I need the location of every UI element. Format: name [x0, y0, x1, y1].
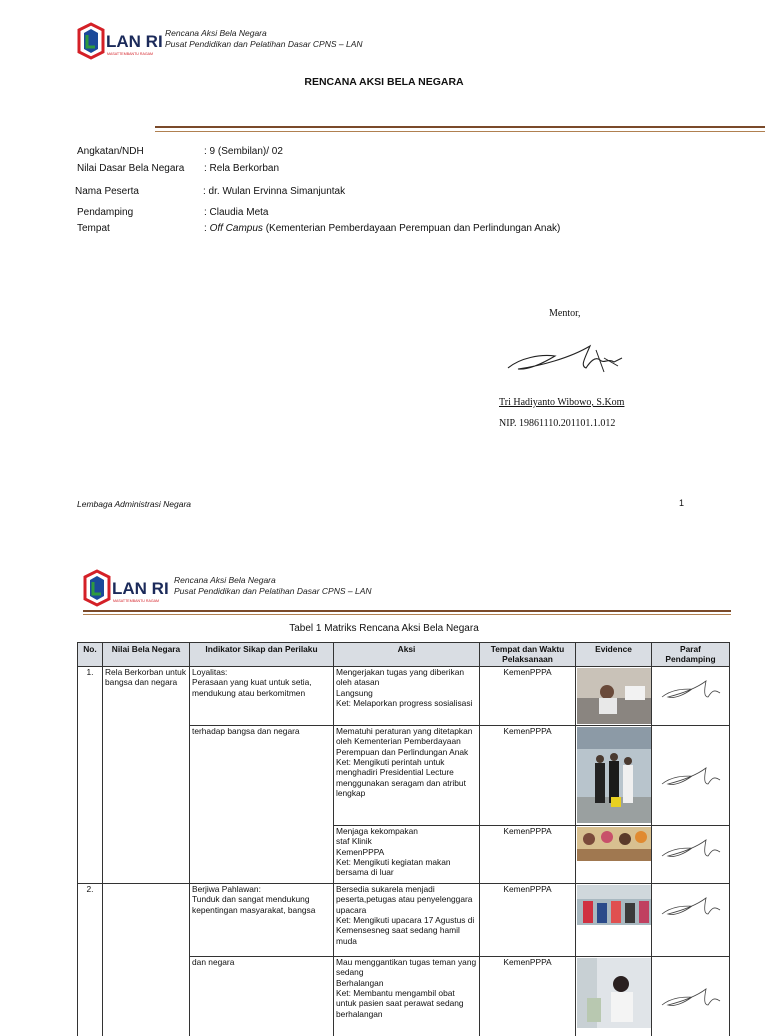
- info-label-nama: Nama Peserta: [75, 186, 139, 197]
- cell-no: [78, 956, 103, 1036]
- table-row: [78, 825, 730, 883]
- header-line1: Rencana Aksi Bela Negara: [165, 28, 267, 38]
- mentor-heading: Mentor,: [549, 308, 581, 319]
- action-matrix-table: [77, 642, 730, 1036]
- info-label-tempat: Tempat: [77, 223, 110, 234]
- paraf-signature-icon: [654, 826, 724, 866]
- cell-indikator: Loyalitas: Perasaan yang kuat untuk setia, mendukung atau berkomitmen: [190, 666, 334, 725]
- cell-indikator: dan negara: [190, 956, 334, 1036]
- info-value-angkatan: : 9 (Sembilan)/ 02: [204, 146, 283, 157]
- cell-tempat: KemenPPPA: [480, 825, 576, 883]
- cell-aksi: Bersedia sukarela menjadi peserta,petugas atau penyelenggara upacara Ket: Mengikuti upacara 17 Agustus di Kemensesneg saat sedang hamil muda: [334, 883, 480, 956]
- cell-nilai: [103, 725, 190, 825]
- logo-text-page2: LAN RI: [112, 579, 169, 598]
- info-value-nama: : dr. Wulan Ervinna Simanjuntak: [203, 186, 346, 197]
- table-row: [78, 956, 730, 1036]
- evidence-photo: [576, 666, 652, 725]
- mentor-name: Tri Hadiyanto Wibowo, S.Kom: [499, 397, 625, 408]
- footer-org: Lembaga Administrasi Negara: [77, 499, 192, 509]
- evidence-photo-image: [577, 827, 651, 861]
- header-text-page2: [174, 575, 372, 597]
- logo-subtext: MASATTEMBANTU RAGAM: [107, 52, 154, 56]
- info-label-nilai: Nilai Dasar Bela Negara: [77, 163, 185, 174]
- cell-tempat: KemenPPPA: [480, 956, 576, 1036]
- cell-no: [78, 825, 103, 883]
- cell-nilai: Rela Berkorban untuk bangsa dan negara: [103, 666, 190, 725]
- paraf-cell: [652, 666, 730, 725]
- logo-subtext-page2: MASATTEMBANTU RAGAM: [113, 599, 160, 603]
- info-value-pendamping: : Claudia Meta: [204, 207, 269, 218]
- divider-rule: [155, 126, 765, 128]
- col-evidence: Evidence: [576, 643, 652, 667]
- cell-aksi: Mengerjakan tugas yang diberikan oleh atasan Langsung Ket: Melaporkan progress sosialisasi: [334, 666, 480, 725]
- paraf-cell: [652, 825, 730, 883]
- header-line2: Pusat Pendidikan dan Pelatihan Dasar CPNS – LAN: [165, 39, 363, 49]
- evidence-photo-image: [577, 668, 651, 724]
- mentor-nip: NIP. 19861110.201101.1.012: [499, 418, 616, 429]
- cell-no: 1.: [78, 666, 103, 725]
- table-header-row: [78, 643, 730, 667]
- logo-text: LAN RI: [106, 32, 163, 51]
- info-label-angkatan: Angkatan/NDH: [77, 146, 144, 157]
- paraf-signature-icon: [654, 975, 724, 1015]
- cell-tempat: KemenPPPA: [480, 666, 576, 725]
- paraf-signature-icon: [654, 754, 724, 794]
- header-text: [165, 28, 363, 50]
- tempat-italic: Off Campus: [209, 223, 263, 234]
- cell-aksi: Mematuhi peraturan yang ditetapkan oleh Kementerian Pemberdayaan Perempuan dan Perlindungan Anak Ket: Mengikuti perintah untuk menghadiri Presidential Lecture menggunakan seragam dan atribut lengkap: [334, 725, 480, 825]
- tempat-prefix: :: [204, 223, 210, 234]
- evidence-photo: [576, 725, 652, 825]
- cell-no: 2.: [78, 883, 103, 956]
- col-nilai: Nilai Bela Negara: [103, 643, 190, 667]
- cell-no: [78, 725, 103, 825]
- info-value-nilai: : Rela Berkorban: [204, 163, 280, 174]
- table-row: [78, 883, 730, 956]
- evidence-photo-image: [577, 958, 651, 1028]
- cell-tempat: KemenPPPA: [480, 883, 576, 956]
- cell-nilai: [103, 883, 190, 956]
- cell-tempat: KemenPPPA: [480, 725, 576, 825]
- cell-indikator: terhadap bangsa dan negara: [190, 725, 334, 825]
- evidence-photo-image: [577, 727, 651, 823]
- info-value-tempat: [204, 223, 560, 234]
- evidence-photo: [576, 956, 652, 1036]
- cell-indikator: Berjiwa Pahlawan: Tunduk dan sangat mendukung kepentingan masyarakat, bangsa: [190, 883, 334, 956]
- table-caption: Tabel 1 Matriks Rencana Aksi Bela Negara: [289, 623, 479, 634]
- evidence-photo-image: [577, 885, 651, 925]
- col-aksi: Aksi: [334, 643, 480, 667]
- cell-aksi: Mau menggantikan tugas teman yang sedang Berhalangan Ket: Membantu mengambil obat untuk pasien saat perawat sedang berhalangan: [334, 956, 480, 1036]
- cell-nilai: [103, 825, 190, 883]
- header-line2-page2: Pusat Pendidikan dan Pelatihan Dasar CPNS – LAN: [174, 586, 372, 596]
- paraf-cell: [652, 725, 730, 825]
- paraf-signature-icon: [654, 884, 724, 924]
- divider-rule-thin: [155, 131, 765, 132]
- divider-rule-thin-page2: [83, 614, 731, 615]
- page-number: 1: [679, 498, 685, 508]
- cell-indikator: [190, 825, 334, 883]
- paraf-cell: [652, 883, 730, 956]
- cell-aksi: Menjaga kekompakan staf Klinik KemenPPPA Ket: Mengikuti kegiatan makan bersama di luar: [334, 825, 480, 883]
- cell-nilai: [103, 956, 190, 1036]
- document-title: RENCANA AKSI BELA NEGARA: [304, 76, 464, 88]
- lan-logo-page2: [83, 569, 173, 607]
- col-indikator: Indikator Sikap dan Perilaku: [190, 643, 334, 667]
- col-paraf: Paraf Pendamping: [652, 643, 730, 667]
- table-row: [78, 725, 730, 825]
- header-line1-page2: Rencana Aksi Bela Negara: [174, 575, 276, 585]
- info-label-pendamping: Pendamping: [77, 207, 134, 218]
- paraf-cell: [652, 956, 730, 1036]
- divider-rule-page2: [83, 610, 731, 612]
- paraf-signature-icon: [654, 667, 724, 707]
- col-no: No.: [78, 643, 103, 667]
- table-row: [78, 666, 730, 725]
- lan-logo: [77, 22, 167, 60]
- tempat-rest: (Kementerian Pemberdayaan Perempuan dan Perlindungan Anak): [262, 223, 561, 234]
- evidence-photo: [576, 883, 652, 956]
- col-tempat: Tempat dan Waktu Pelaksanaan: [480, 643, 576, 667]
- evidence-photo: [576, 825, 652, 883]
- mentor-signature: [500, 336, 650, 378]
